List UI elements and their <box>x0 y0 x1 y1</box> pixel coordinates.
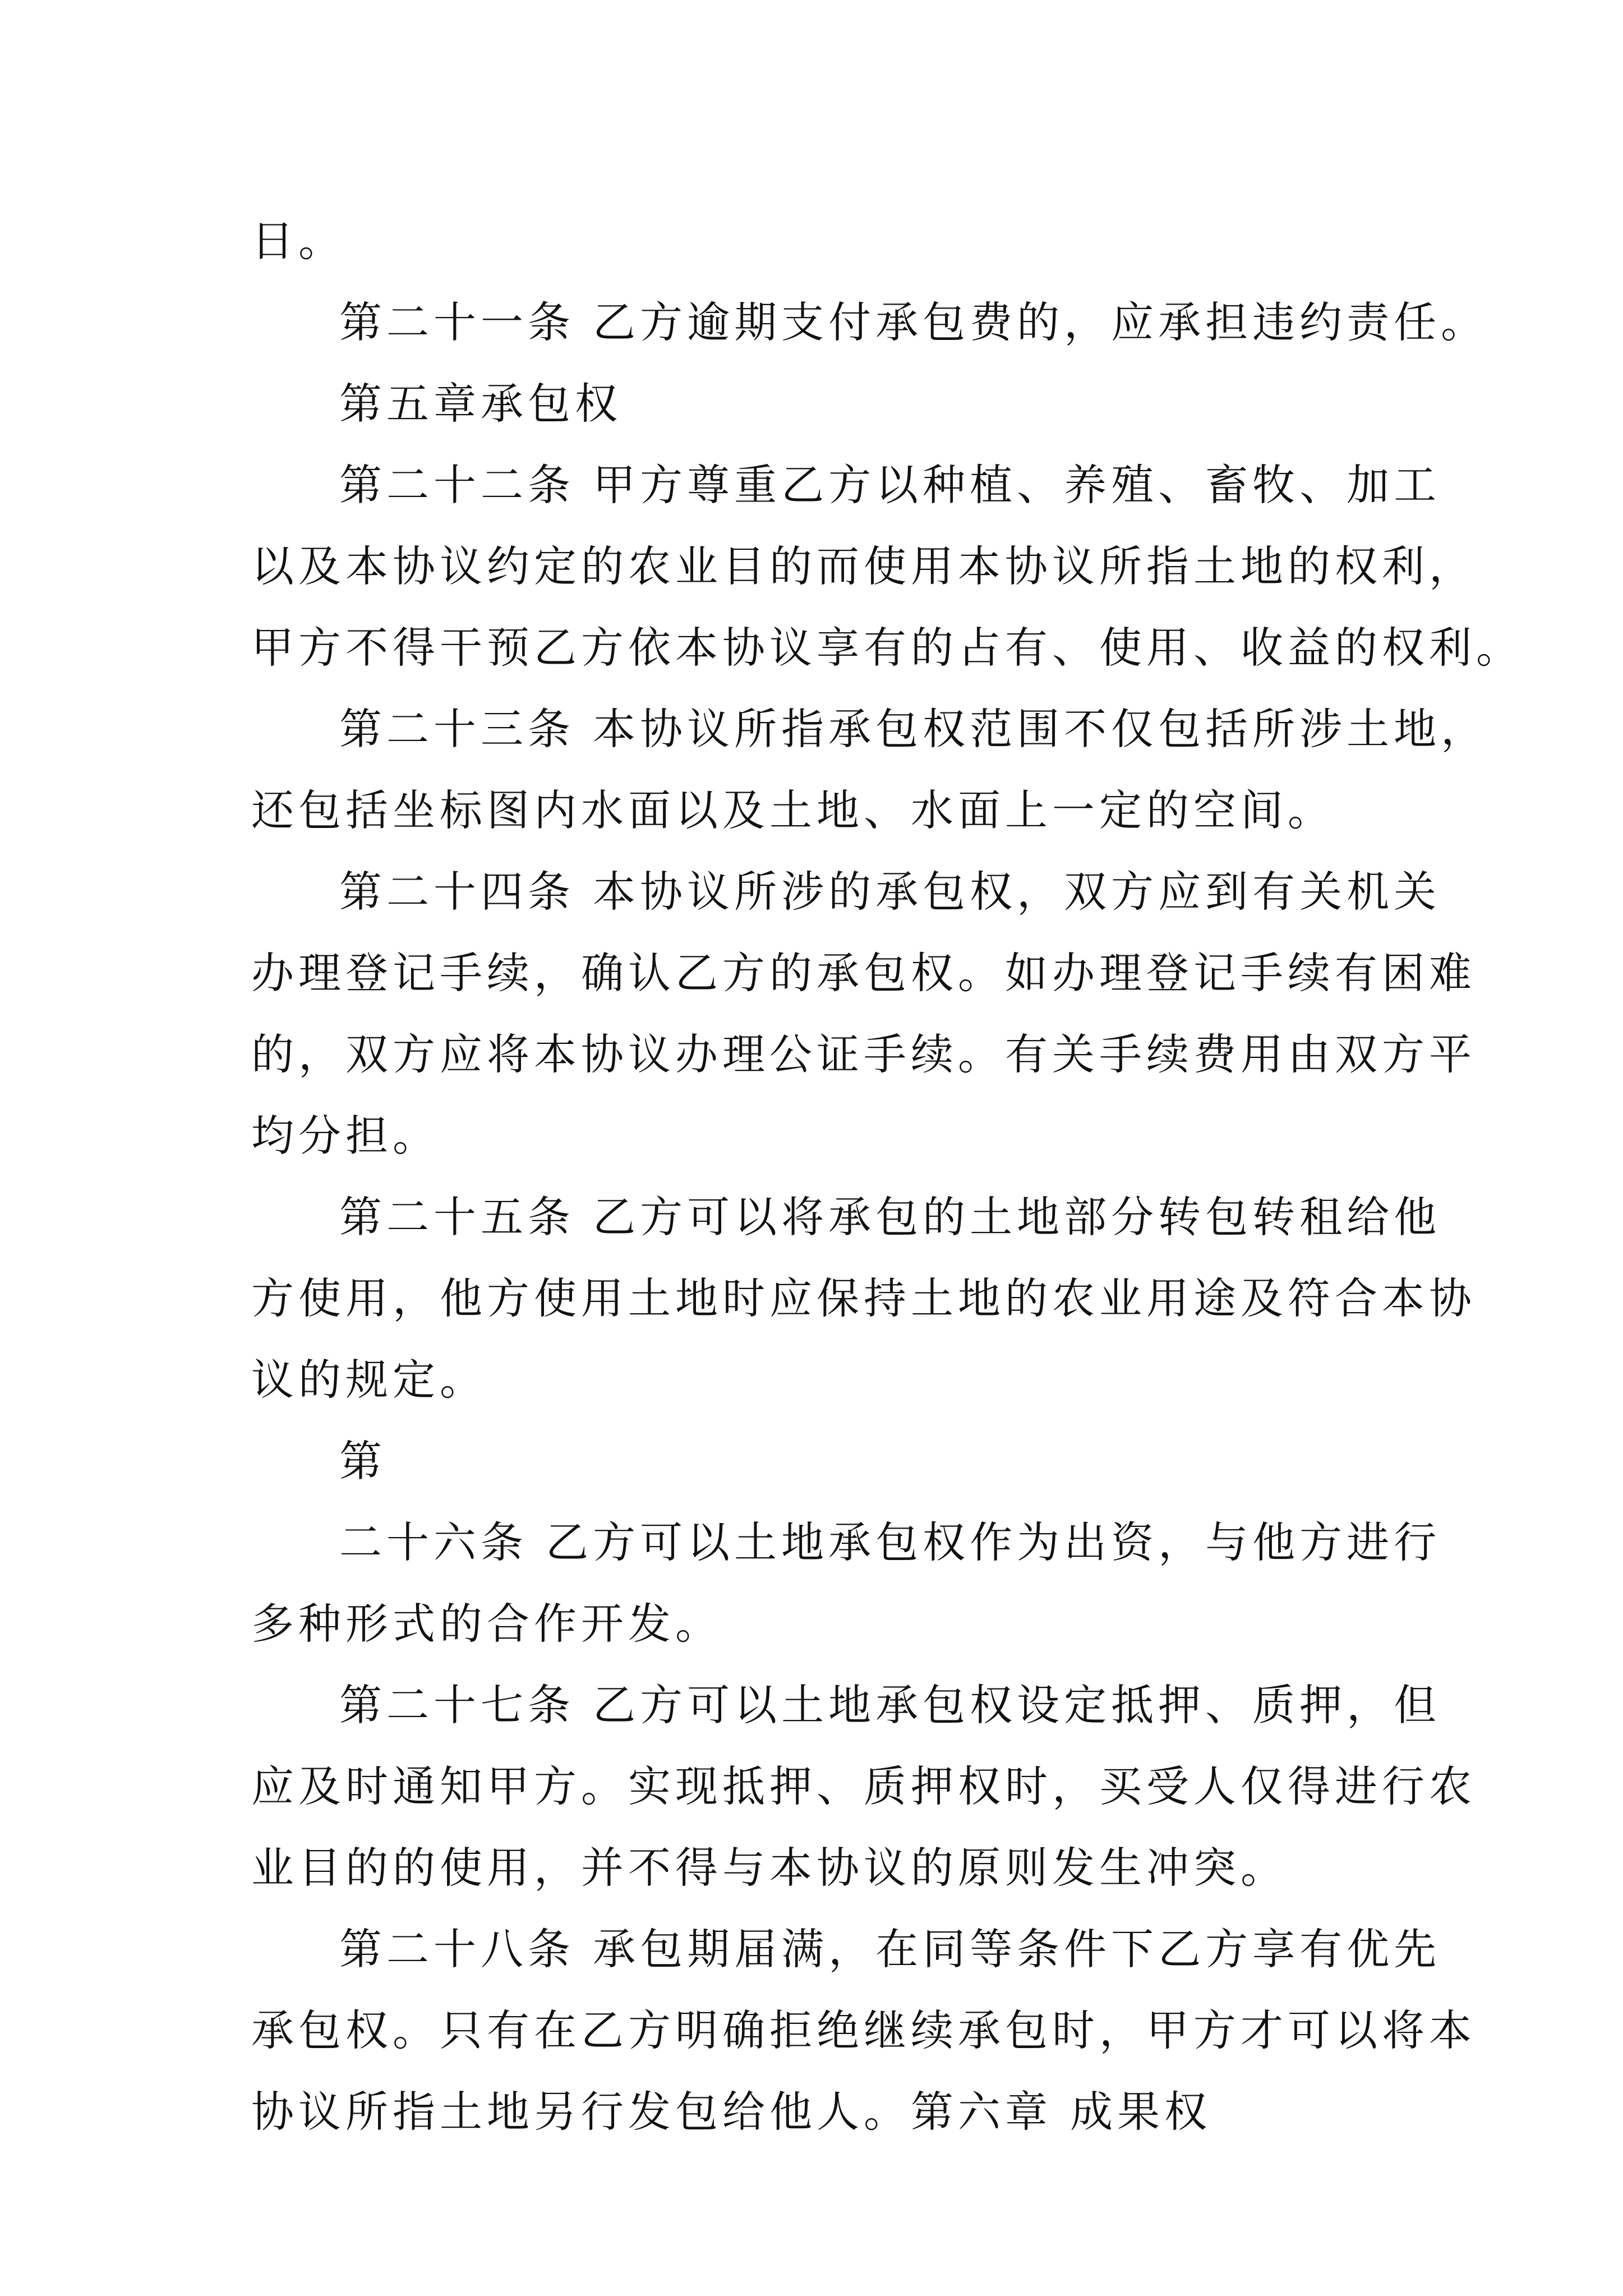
text-line: 第五章承包权 <box>339 379 622 429</box>
text-line: 甲方不得干预乙方依本协议享有的占有、使用、收益的权利。 <box>251 623 1523 673</box>
text-line: 第 <box>339 1436 386 1486</box>
text-line: 议的规定。 <box>251 1355 487 1405</box>
text-line: 第二十一条 乙方逾期支付承包费的，应承担违约责任。 <box>339 297 1488 347</box>
text-line: 第二十二条 甲方尊重乙方以种植、养殖、畜牧、加工 <box>339 460 1441 510</box>
text-line: 的，双方应将本协议办理公证手续。有关手续费用由双方平 <box>251 1029 1476 1079</box>
text-line: 协议所指土地另行发包给他人。第六章 成果权 <box>251 2087 1212 2137</box>
text-line: 多种形式的合作开发。 <box>251 1599 722 1649</box>
text-line: 还包括坐标图内水面以及土地、水面上一定的空间。 <box>251 785 1335 835</box>
text-line: 日。 <box>251 216 345 266</box>
text-line: 均分担。 <box>251 1111 440 1161</box>
text-line: 二十六条 乙方可以土地承包权作为出资，与他方进行 <box>339 1517 1441 1567</box>
text-line: 应及时通知甲方。实现抵押、质押权时，买受人仅得进行农 <box>251 1761 1476 1811</box>
text-line: 承包权。只有在乙方明确拒绝继续承包时，甲方才可以将本 <box>251 2005 1476 2055</box>
text-line: 业目的的使用，并不得与本协议的原则发生冲突。 <box>251 1843 1288 1893</box>
text-line: 以及本协议约定的农业目的而使用本协议所指土地的权利， <box>251 541 1476 591</box>
text-line: 办理登记手续，确认乙方的承包权。如办理登记手续有困难 <box>251 948 1476 998</box>
text-line: 方使用，他方使用土地时应保持土地的农业用途及符合本协 <box>251 1273 1476 1323</box>
text-line: 第二十七条 乙方可以土地承包权设定抵押、质押，但 <box>339 1680 1441 1730</box>
text-line: 第二十四条 本协议所涉的承包权，双方应到有关机关 <box>339 867 1441 917</box>
text-line: 第二十五条 乙方可以将承包的土地部分转包转租给他 <box>339 1192 1441 1242</box>
text-line: 第二十八条 承包期届满，在同等条件下乙方享有优先 <box>339 1924 1441 1974</box>
text-line: 第二十三条 本协议所指承包权范围不仅包括所涉土地， <box>339 704 1488 754</box>
